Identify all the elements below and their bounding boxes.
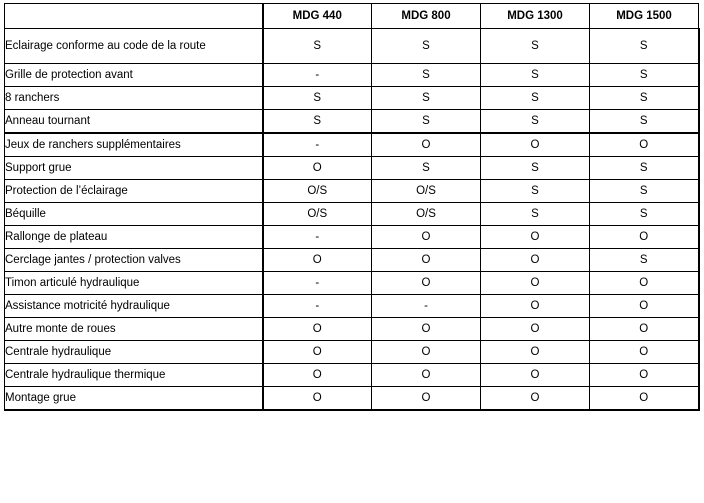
cell-value: - <box>263 226 372 249</box>
cell-value: S <box>263 110 372 134</box>
cell-value: O <box>590 387 699 411</box>
cell-value: O <box>263 249 372 272</box>
row-label: Jeux de ranchers supplémentaires <box>5 133 263 157</box>
cell-value: O <box>263 364 372 387</box>
cell-value: O <box>372 341 481 364</box>
cell-value: S <box>590 87 699 110</box>
cell-value: O <box>372 249 481 272</box>
cell-value: O <box>481 364 590 387</box>
cell-value: O <box>263 318 372 341</box>
cell-value: S <box>481 29 590 64</box>
table-row <box>5 203 699 226</box>
cell-value: S <box>590 157 699 180</box>
cell-value: S <box>481 64 590 87</box>
cell-value: O <box>263 341 372 364</box>
table-row <box>5 180 699 203</box>
cell-value: S <box>263 87 372 110</box>
row-label: Timon articulé hydraulique <box>5 272 263 295</box>
spec-sheet <box>0 3 704 503</box>
cell-value: O <box>263 157 372 180</box>
column-header-mdg-1500: MDG 1500 <box>590 4 699 29</box>
cell-value: O <box>372 226 481 249</box>
cell-value: O <box>590 133 699 157</box>
cell-value: S <box>590 64 699 87</box>
cell-value: - <box>263 64 372 87</box>
table-row <box>5 341 699 364</box>
cell-value: O <box>263 387 372 411</box>
cell-value: - <box>263 295 372 318</box>
cell-value: O <box>481 272 590 295</box>
table-header <box>5 4 699 29</box>
row-label: Protection de l’éclairage <box>5 180 263 203</box>
table-row <box>5 87 699 110</box>
table-row <box>5 226 699 249</box>
cell-value: O <box>590 364 699 387</box>
cell-value: O/S <box>372 180 481 203</box>
cell-value: S <box>590 29 699 64</box>
table-row <box>5 387 699 411</box>
row-label: Assistance motricité hydraulique <box>5 295 263 318</box>
cell-value: - <box>263 272 372 295</box>
cell-value: O <box>590 341 699 364</box>
cell-value: O <box>372 133 481 157</box>
cell-value: - <box>263 133 372 157</box>
cell-value: S <box>372 110 481 134</box>
cell-value: O <box>481 249 590 272</box>
column-header-mdg-440: MDG 440 <box>263 4 372 29</box>
header-row <box>5 4 699 29</box>
table-row <box>5 295 699 318</box>
row-label: Centrale hydraulique thermique <box>5 364 263 387</box>
cell-value: - <box>372 295 481 318</box>
cell-value: S <box>590 249 699 272</box>
row-label: 8 ranchers <box>5 87 263 110</box>
table-row <box>5 157 699 180</box>
table-row <box>5 110 699 134</box>
cell-value: S <box>481 180 590 203</box>
cell-value: O <box>372 364 481 387</box>
cell-value: O/S <box>263 180 372 203</box>
cell-value: S <box>590 203 699 226</box>
row-label: Grille de protection avant <box>5 64 263 87</box>
cell-value: S <box>481 157 590 180</box>
table-row <box>5 364 699 387</box>
table-row <box>5 272 699 295</box>
cell-value: O/S <box>372 203 481 226</box>
cell-value: O <box>481 226 590 249</box>
row-label: Centrale hydraulique <box>5 341 263 364</box>
cell-value: O <box>481 295 590 318</box>
cell-value: S <box>263 29 372 64</box>
table-body <box>5 29 699 411</box>
row-label: Rallonge de plateau <box>5 226 263 249</box>
header-corner-cell <box>5 4 263 29</box>
cell-value: O <box>590 272 699 295</box>
cell-value: O <box>372 272 481 295</box>
cell-value: O <box>590 226 699 249</box>
cell-value: S <box>372 87 481 110</box>
row-label: Anneau tournant <box>5 110 263 134</box>
cell-value: O <box>481 387 590 411</box>
row-label: Béquille <box>5 203 263 226</box>
table-row <box>5 133 699 157</box>
table-row <box>5 249 699 272</box>
cell-value: S <box>372 157 481 180</box>
table-row <box>5 64 699 87</box>
row-label: Support grue <box>5 157 263 180</box>
row-label: Eclairage conforme au code de la route <box>5 29 263 64</box>
row-label: Autre monte de roues <box>5 318 263 341</box>
table-row <box>5 318 699 341</box>
row-label: Cerclage jantes / protection valves <box>5 249 263 272</box>
column-header-mdg-1300: MDG 1300 <box>481 4 590 29</box>
cell-value: S <box>481 110 590 134</box>
cell-value: O <box>481 341 590 364</box>
column-header-mdg-800: MDG 800 <box>372 4 481 29</box>
cell-value: S <box>590 180 699 203</box>
cell-value: S <box>590 110 699 134</box>
cell-value: S <box>481 87 590 110</box>
cell-value: O <box>481 133 590 157</box>
equipment-options-table <box>4 3 700 411</box>
cell-value: O <box>590 318 699 341</box>
cell-value: O/S <box>263 203 372 226</box>
cell-value: S <box>372 29 481 64</box>
cell-value: S <box>481 203 590 226</box>
cell-value: O <box>372 387 481 411</box>
cell-value: S <box>372 64 481 87</box>
table-row <box>5 29 699 64</box>
cell-value: O <box>590 295 699 318</box>
cell-value: O <box>481 318 590 341</box>
cell-value: O <box>372 318 481 341</box>
row-label: Montage grue <box>5 387 263 411</box>
